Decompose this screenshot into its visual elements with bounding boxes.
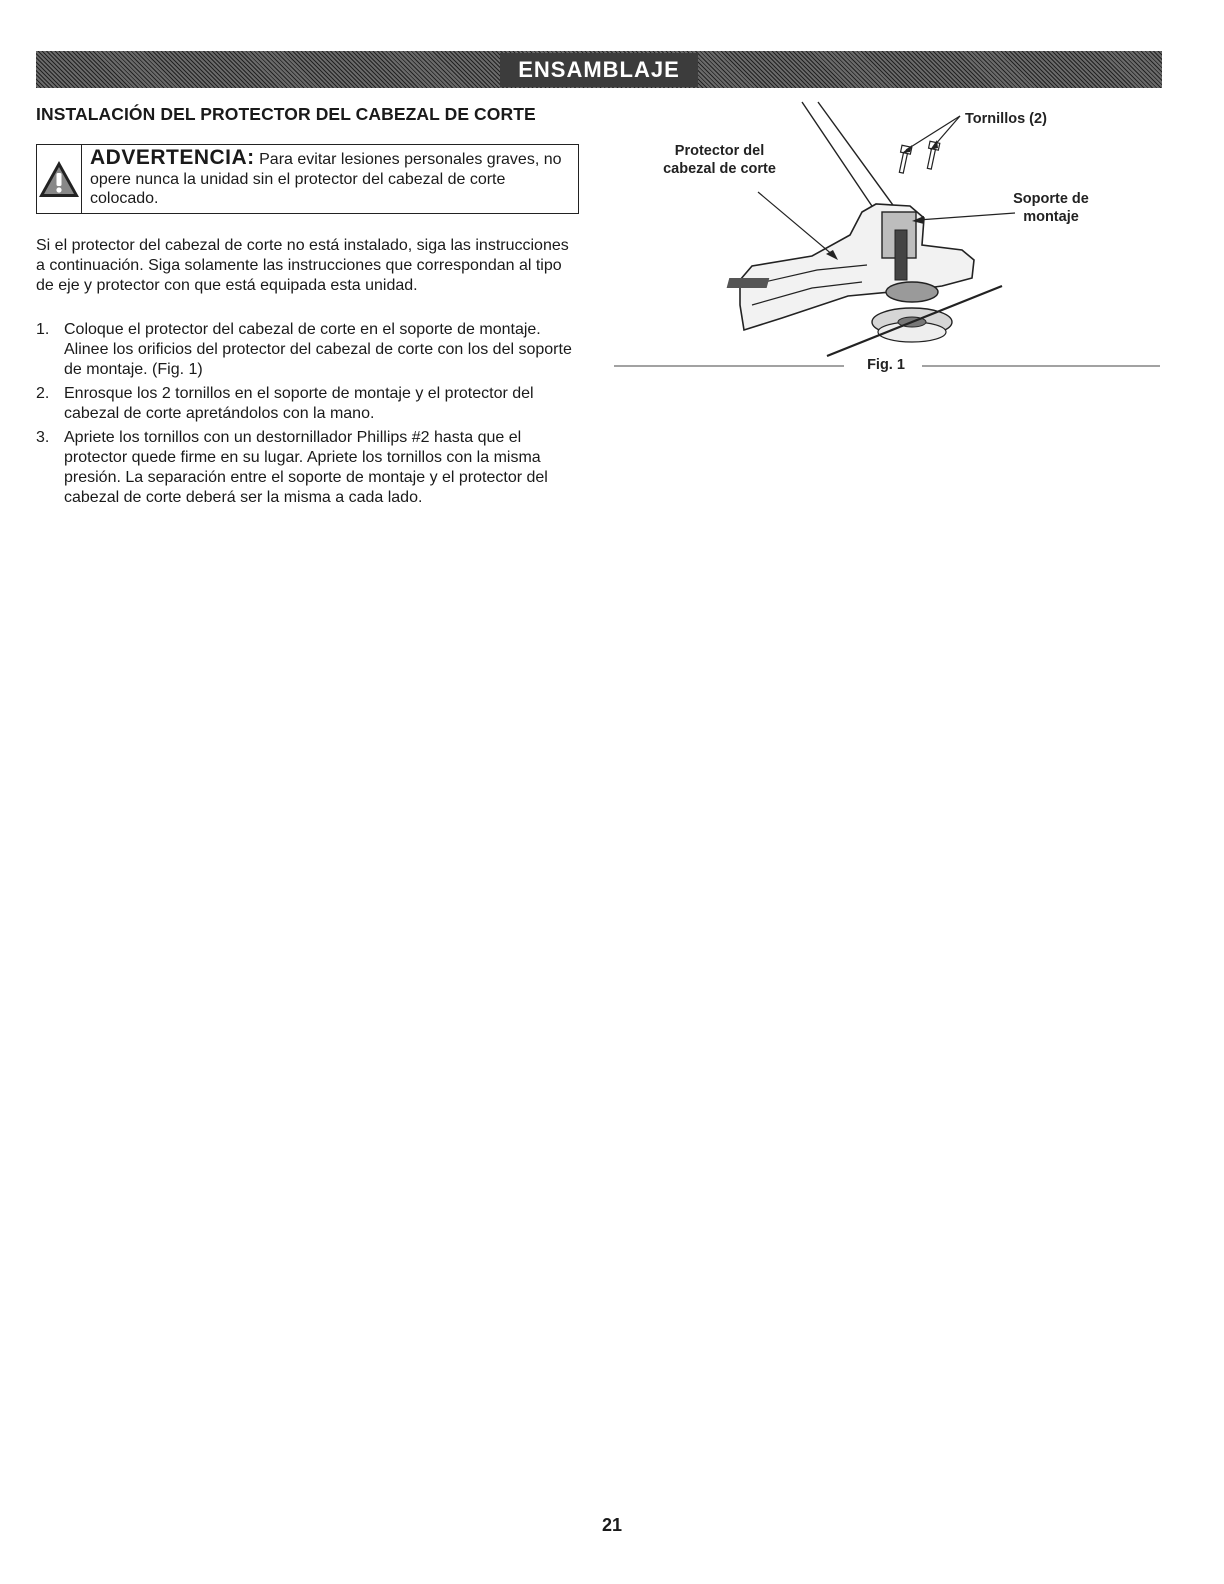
step-number: 2. — [36, 385, 50, 402]
section-title: INSTALACIÓN DEL PROTECTOR DEL CABEZAL DE CORTE — [36, 104, 536, 124]
step-text: Apriete los tornillos con un destornillador Phillips #2 hasta que el protector quede firme en su lugar. Apriete los tornillos con la misma presión. La separación entre el soporte de montaje y el protector del cabezal de corte deberá ser la misma a cada lado. — [64, 429, 548, 506]
page-number: 21 — [601, 1515, 623, 1535]
instruction-steps — [36, 320, 581, 512]
label-bracket-line2: montaje — [1023, 209, 1079, 225]
label-guard — [652, 142, 787, 178]
label-guard-line1: Protector del — [674, 143, 765, 159]
warning-body: Para evitar lesiones personales graves, no opere nunca la unidad sin el protector del cabezal de corte colocado. — [90, 151, 562, 207]
warning-text — [82, 145, 578, 213]
step-number: 1. — [36, 321, 50, 338]
list-item — [36, 384, 581, 424]
label-bracket — [996, 190, 1106, 226]
warning-box — [36, 144, 579, 214]
step-text: Coloque el protector del cabezal de corte en el soporte de montaje. Alinee los orificios del protector del cabezal de corte con los del soporte de montaje. (Fig. 1) — [64, 321, 572, 378]
step-number: 3. — [36, 429, 50, 446]
intro-paragraph: Si el protector del cabezal de corte no está instalado, siga las instrucciones a continuación. Siga solamente las instrucciones que correspondan al tipo de eje y protector con que está equipada esta unidad. — [36, 237, 569, 294]
banner-title: ENSAMBLAJE — [500, 53, 698, 87]
list-item — [36, 428, 581, 508]
label-guard-line2: cabezal de corte — [663, 161, 776, 177]
warning-triangle-icon — [37, 159, 81, 199]
step-text: Enrosque los 2 tornillos en el soporte de montaje y el protector del cabezal de corte apretándolos con la mano. — [64, 385, 534, 422]
label-screws — [965, 110, 1047, 128]
section-banner — [36, 51, 1162, 88]
list-item — [36, 320, 581, 380]
warning-title: ADVERTENCIA: — [90, 146, 255, 169]
label-bracket-line1: Soporte de — [1013, 191, 1089, 207]
figure-caption: Fig. 1 — [867, 357, 905, 373]
warning-icon-cell — [37, 145, 82, 213]
figure-1 — [612, 100, 1162, 380]
label-screws-text: Tornillos (2) — [965, 111, 1047, 127]
